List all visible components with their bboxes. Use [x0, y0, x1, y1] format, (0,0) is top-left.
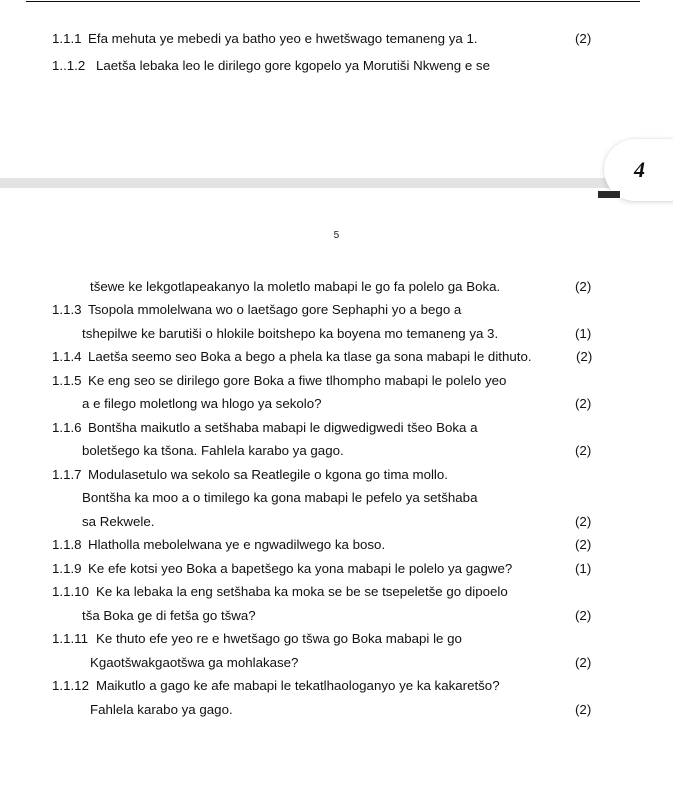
- question-number: 1.1.6: [52, 420, 82, 435]
- table-bottom-border: [26, 1, 640, 2]
- question-text: Bontšha maikutlo a setšhaba mabapi le digwedigwedi tšeo Boka a: [88, 420, 478, 435]
- question-line: [0, 604, 673, 628]
- question-line: [0, 510, 673, 534]
- page-number-header: 5: [333, 230, 340, 241]
- question-line: [0, 298, 673, 322]
- question-marks: (2): [575, 514, 592, 529]
- question-line: [0, 439, 673, 463]
- question-text: Ke efe kotsi yeo Boka a bapetšego ka yona mabapi le polelo ya gagwe?: [88, 561, 513, 576]
- question-line: [0, 557, 673, 581]
- page-separator: [0, 178, 673, 188]
- question-line: [0, 322, 673, 346]
- page-indicator-tag: [597, 190, 621, 199]
- page-indicator-glyph: 4: [634, 157, 645, 182]
- question-text: Modulasetulo wa sekolo sa Reatlegile o kgona go tima mollo.: [88, 467, 448, 482]
- question-number: 1.1.10: [52, 584, 89, 599]
- page-5: [0, 188, 673, 803]
- question-number: 1..1.2: [52, 58, 86, 73]
- question-text: tshepilwe ke barutiši o hlokile boitshepo ka boyena mo temaneng ya 3.: [82, 326, 499, 341]
- question-text: tšewe ke lekgotlapeakanyo la moletlo mabapi le go fa polelo ga Boka.: [90, 279, 501, 294]
- question-marks: (2): [575, 279, 592, 294]
- question-marks: (2): [575, 608, 592, 623]
- question-number: 1.1.8: [52, 537, 82, 552]
- page-indicator-pill[interactable]: [604, 139, 673, 201]
- question-line: [0, 674, 673, 698]
- question-number: 1.1.3: [52, 302, 82, 317]
- question-text: Kgaotšwakgaotšwa ga mohlakase?: [90, 655, 299, 670]
- question-line: [0, 580, 673, 604]
- question-number: 1.1.12: [52, 678, 89, 693]
- question-text: Tsopola mmolelwana wo o laetšago gore Sephaphi yo a bego a: [88, 302, 462, 317]
- question-marks: (2): [576, 349, 593, 364]
- question-text: Hlatholla mebolelwana ye e ngwadilwego ka boso.: [88, 537, 386, 552]
- question-marks: (2): [575, 537, 592, 552]
- question-marks: (2): [575, 702, 592, 717]
- question-number: 1.1.1: [52, 31, 82, 46]
- question-marks: (2): [575, 31, 592, 46]
- page-4-fragment: [0, 0, 673, 178]
- question-line: [0, 369, 673, 393]
- question-text: Efa mehuta ye mebedi ya batho yeo e hwetšwago temaneng ya 1.: [88, 31, 478, 46]
- question-text: boletšego ka tšona. Fahlela karabo ya gago.: [82, 443, 344, 458]
- question-marks: (2): [575, 443, 592, 458]
- question-line: [0, 392, 673, 416]
- question-text: Laetša lebaka leo le dirilego gore kgopelo ya Morutiši Nkweng e se: [96, 58, 490, 73]
- question-text: sa Rekwele.: [82, 514, 155, 529]
- question-text: Fahlela karabo ya gago.: [90, 702, 233, 717]
- question-line: [0, 486, 673, 510]
- question-line: [0, 275, 673, 299]
- question-line: [0, 627, 673, 651]
- question-marks: (1): [575, 326, 592, 341]
- question-line: [0, 463, 673, 487]
- question-number: 1.1.9: [52, 561, 82, 576]
- question-text: Maikutlo a gago ke afe mabapi le tekatlhaologanyo ye ka kakaretšo?: [96, 678, 500, 693]
- question-number: 1.1.5: [52, 373, 82, 388]
- question-line: [0, 416, 673, 440]
- question-line: [0, 533, 673, 557]
- question-text: Ke eng seo se dirilego gore Boka a fiwe tlhompho mabapi le polelo yeo: [88, 373, 507, 388]
- question-number: 1.1.4: [52, 349, 82, 364]
- question-text: Laetša seemo seo Boka a bego a phela ka tlase ga sona mabapi le dithuto.: [88, 349, 532, 364]
- question-line: [0, 345, 673, 369]
- question-text: Ke thuto efe yeo re e hwetšago go tšwa go Boka mabapi le go: [96, 631, 462, 646]
- question-line: [0, 698, 673, 722]
- question-marks: (1): [575, 561, 592, 576]
- question-line: [0, 27, 673, 51]
- question-line: [0, 54, 673, 78]
- question-line: [0, 651, 673, 675]
- question-marks: (2): [575, 655, 592, 670]
- question-marks: (2): [575, 396, 592, 411]
- question-number: 1.1.11: [52, 631, 88, 646]
- question-text: tša Boka ge di fetša go tšwa?: [82, 608, 256, 623]
- question-text: Bontšha ka moo a o timilego ka gona mabapi le pefelo ya setšhaba: [82, 490, 478, 505]
- question-text: a e filego moletlong wa hlogo ya sekolo?: [82, 396, 322, 411]
- question-number: 1.1.7: [52, 467, 82, 482]
- question-text: Ke ka lebaka la eng setšhaba ka moka se be se tsepeletše go dipoelo: [96, 584, 508, 599]
